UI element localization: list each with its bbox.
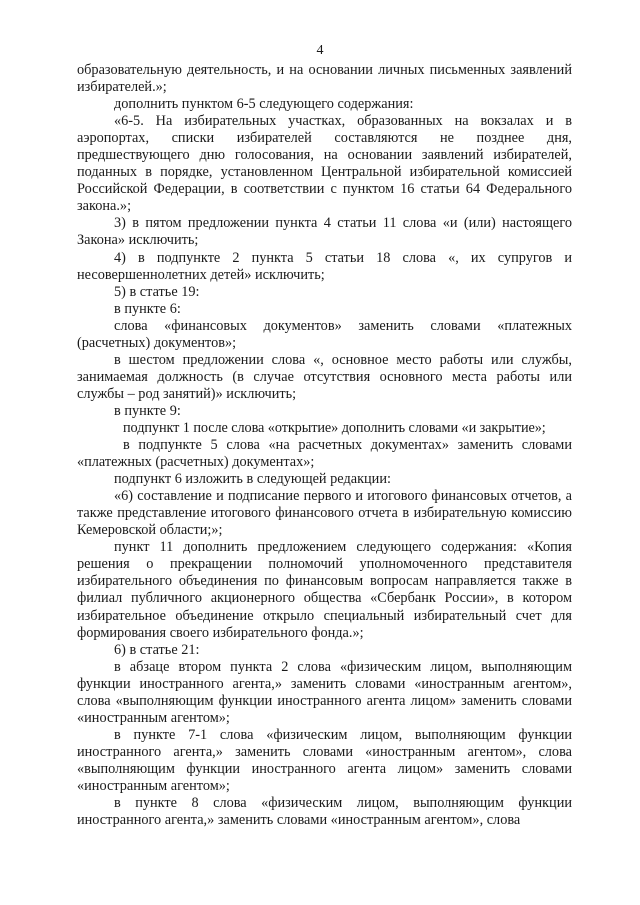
paragraph-add-point-6-5: дополнить пунктом 6-5 следующего содержания: (114, 96, 414, 113)
paragraph-subpoint-6-heading: подпункт 6 изложить в следующей редакции: (114, 471, 391, 488)
paragraph-point-6-heading: в пункте 6: (114, 300, 181, 317)
page-number: 4 (316, 43, 324, 58)
document-body (77, 62, 572, 829)
paragraph-point-8: в пункте 8 слова «физическим лицом, выполняющим функции иностранного агента,» заменить словами «иностранным агентом», слова (77, 795, 572, 829)
paragraph-continuation: образовательную деятельность, и на основании личных письменных заявлений избирателей.»; (77, 62, 572, 96)
paragraph-item-3: 3) в пятом предложении пункта 4 статьи 11 слова «и (или) настоящего Закона» исключить; (77, 215, 572, 249)
paragraph-item-6: 6) в статье 21: (114, 641, 200, 658)
paragraph-point-2-paragraph-2: в абзаце втором пункта 2 слова «физическим лицом, выполняющим функции иностранного агента,» заменить словами «иностранным агентом», слова «выполняющим функции иностранного агента лицом» заменить словами «иностранным агентом»; (77, 658, 572, 726)
paragraph-point-11: пункт 11 дополнить предложением следующего содержания: «Копия решения о прекращении полномочий уполномоченного представителя избирательного объединения по финансовым вопросам направляется также в филиал публичного акционерного общества «Сбербанк России», в котором избирательное объединение открыло специальный избирательный счет для формирования своего избирательного фонда.»; (77, 539, 572, 641)
paragraph-financial-documents: слова «финансовых документов» заменить словами «платежных (расчетных) документов»; (77, 317, 572, 351)
paragraph-point-9-heading: в пункте 9: (114, 402, 181, 419)
paragraph-subpoint-5: в подпункте 5 слова «на расчетных документах» заменить словами «платежных (расчетных) документах»; (77, 437, 572, 471)
paragraph-sixth-sentence: в шестом предложении слова «, основное место работы или службы, занимаемая должность (в случае отсутствия основного места работы или службы – род занятий)» исключить; (77, 351, 572, 402)
paragraph-point-7-1: в пункте 7-1 слова «физическим лицом, выполняющим функции иностранного агента,» заменить словами «иностранным агентом», слова «выполняющим функции иностранного агента лицом» заменить словами «иностранным агентом»; (77, 726, 572, 794)
paragraph-subpoint-1: подпункт 1 после слова «открытие» дополнить словами «и закрытие»; (123, 419, 546, 436)
paragraph-point-6-5-text: «6-5. На избирательных участках, образованных на вокзалах и в аэропортах, списки избирателей составляются не позднее дня, предшествующего дню голосования, на основании заявлений избирателей, поданных в порядке, установленном Центральной избирательной комиссией Российской Федерации, в соответствии с пунктом 16 статьи 64 Федерального закона.»; (77, 113, 572, 215)
paragraph-item-4: 4) в подпункте 2 пункта 5 статьи 18 слова «, их супругов и несовершеннолетних детей» исключить; (77, 249, 572, 283)
paragraph-item-5: 5) в статье 19: (114, 283, 200, 300)
paragraph-subpoint-6-text: «6) составление и подписание первого и итогового финансовых отчетов, а также представление итогового финансового отчета в избирательную комиссию Кемеровской области;»; (77, 488, 572, 539)
